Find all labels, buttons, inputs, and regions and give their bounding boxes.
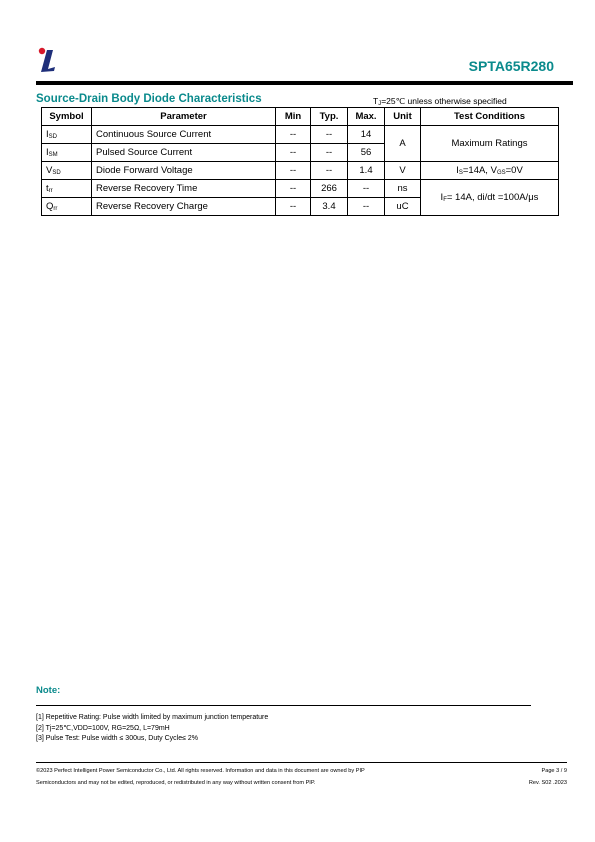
min-cell: -- [276, 198, 311, 216]
min-cell: -- [276, 126, 311, 144]
conditions-cell: Maximum Ratings [421, 126, 559, 162]
parameter-cell: Reverse Recovery Time [92, 180, 276, 198]
footer-page-info [529, 765, 567, 789]
typ-cell: -- [311, 144, 348, 162]
max-cell: -- [348, 198, 385, 216]
conditions-cell: $I_F= 14A$, di/dt =100A/μs [421, 180, 559, 216]
min-cell: -- [276, 162, 311, 180]
typ-cell: 3.4 [311, 198, 348, 216]
unit-cell: ns [385, 180, 421, 198]
parameter-cell: Diode Forward Voltage [92, 162, 276, 180]
unit-cell: uC [385, 198, 421, 216]
note-item: [3] Pulse Test: Pulse width ≤ 300us, Duty Cycle≤ 2% [36, 735, 199, 742]
header-test-conditions: Test Conditions [421, 108, 559, 126]
typ-cell: -- [311, 162, 348, 180]
header-min: Min [276, 108, 311, 126]
note-item: [1] Repetitive Rating: Pulse width limited by maximum junction temperature [36, 714, 269, 721]
revision: Rev. S02 .2023 [528, 780, 567, 786]
conditions-cell: $I_S=14A$, $V_{GS}=0V$ [421, 162, 559, 180]
table-row [42, 162, 559, 180]
header-unit: Unit [385, 108, 421, 126]
header-symbol: Symbol [42, 108, 92, 126]
notes-divider [36, 705, 531, 706]
symbol-cell: $t_{rr}$ [42, 180, 92, 198]
section-title: Source-Drain Body Diode Characteristics [36, 93, 262, 105]
typ-cell: 266 [311, 180, 348, 198]
parameter-cell: Pulsed Source Current [92, 144, 276, 162]
max-cell: -- [348, 180, 385, 198]
copyright-line: Semiconductors and may not be edited, reproduced, or redistributed in any way without written consent from PIP. [36, 780, 316, 786]
notes-title: Note: [36, 685, 61, 696]
symbol-cell: $I_{SM}$ [42, 144, 92, 162]
note-item: [2] Tj=25℃,VDD=100V, RG=25Ω, L=79mH [36, 724, 170, 732]
symbol-cell: $V_{SD}$ [42, 162, 92, 180]
section-conditions: $T_J=25℃$ unless otherwise specified [373, 96, 507, 107]
part-number: SPTA65R280 [468, 58, 554, 74]
unit-cell: V [385, 162, 421, 180]
typ-cell: -- [311, 126, 348, 144]
footer-divider [36, 762, 567, 763]
footer-copyright [36, 765, 365, 789]
unit-cell: A [385, 126, 421, 162]
parameter-cell: Continuous Source Current [92, 126, 276, 144]
copyright-line: ©2023 Perfect Intelligent Power Semiconductor Co., Ltd. All rights reserved. Information and data in this document are owned by PIP [36, 768, 365, 774]
parameter-cell: Reverse Recovery Charge [92, 198, 276, 216]
notes-list [36, 713, 268, 745]
symbol-cell: $I_{SD}$ [42, 126, 92, 144]
table-header-row [42, 108, 559, 126]
max-cell: 1.4 [348, 162, 385, 180]
header-typ: Typ. [311, 108, 348, 126]
diode-characteristics-table [41, 107, 559, 216]
max-cell: 14 [348, 126, 385, 144]
pip-logo-icon [38, 47, 58, 73]
min-cell: -- [276, 144, 311, 162]
header-parameter: Parameter [92, 108, 276, 126]
table-row [42, 180, 559, 198]
max-cell: 56 [348, 144, 385, 162]
min-cell: -- [276, 180, 311, 198]
header-divider [36, 81, 573, 85]
header-max: Max. [348, 108, 385, 126]
symbol-cell: $Q_{rr}$ [42, 198, 92, 216]
table-row [42, 126, 559, 144]
page-number: Page 3 / 9 [541, 768, 567, 774]
